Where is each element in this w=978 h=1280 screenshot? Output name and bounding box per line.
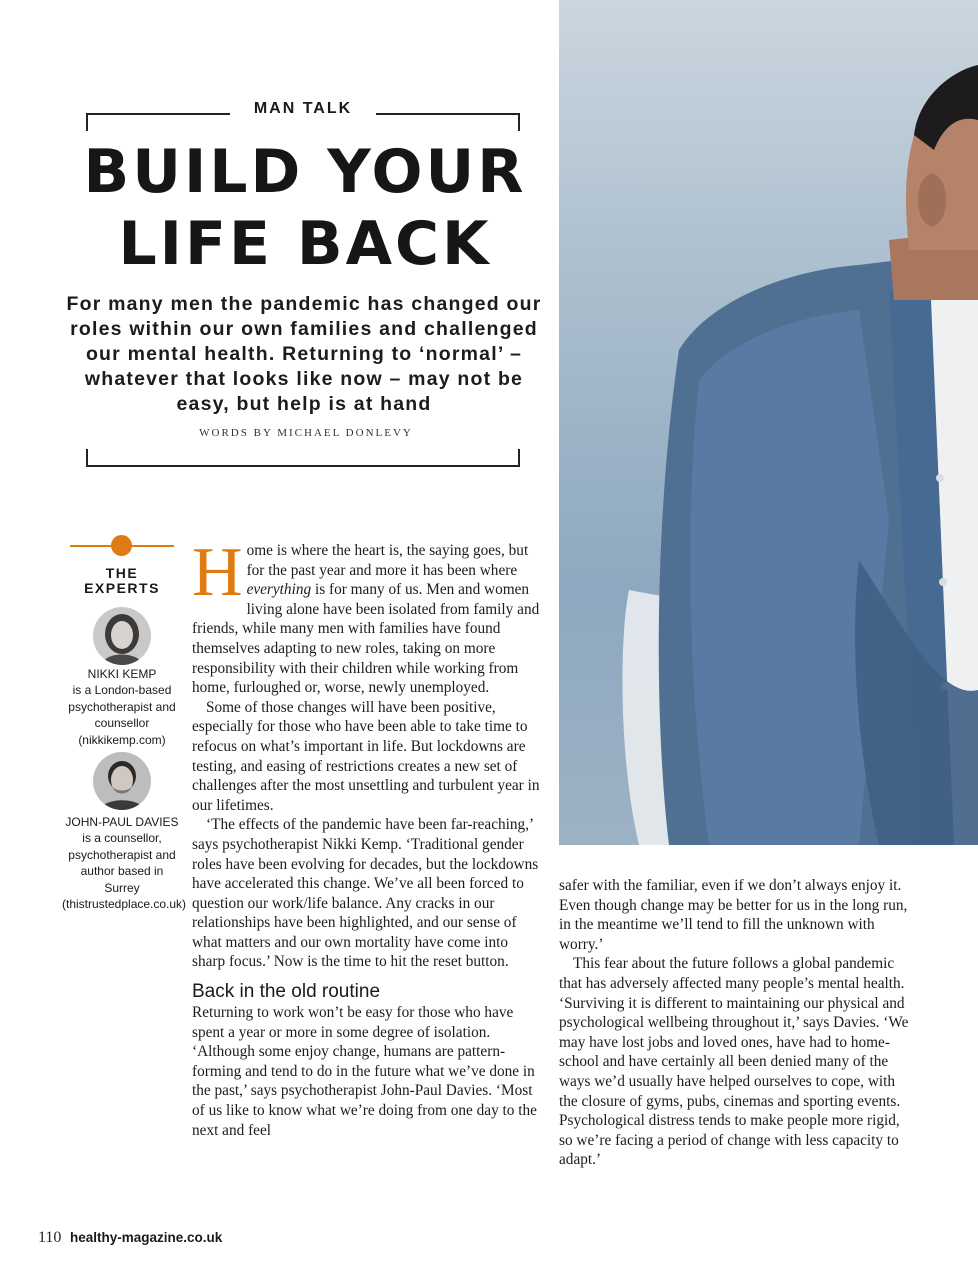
hero-photo [559, 0, 978, 845]
experts-dot-icon [111, 535, 132, 556]
expert-1-name: NIKKI KEMP [87, 667, 157, 681]
drop-cap: H [192, 534, 243, 611]
avatar-john-paul-davies [93, 752, 151, 810]
paragraph-1-emphasis: everything [246, 581, 312, 599]
header-frame-bottom [86, 449, 520, 467]
paragraph-5: safer with the familiar, even if we don’t always enjoy it. Even though change may be better for us in the long run, in the meantime we’ll tend to fill the unknown with worry.’ [559, 877, 908, 953]
article-column-2 [559, 876, 911, 1170]
paragraph-3: ‘The effects of the pandemic have been far-reaching,’ says psychotherapist Nikki Kemp. ‘Traditional gender roles have been evolving for decades, but the lockdowns have accelerated this change. We’ve all been forced to question our work/life balance. Any cracks in our relationships have been highlighted, and our sense of what matters and our own mortality have come into sharp focus.’ Now is the time to hit the reset button. [192, 816, 539, 971]
section-kicker: MAN TALK [230, 100, 376, 118]
expert-2-bio: is a counsellor, psychotherapist and author based in Surrey (thistrustedplace.co.uk) [62, 831, 187, 912]
expert-1-bio: is a London-based psychotherapist and counsellor (nikkikemp.com) [68, 683, 176, 747]
page-number: 110 [38, 1229, 62, 1246]
experts-title-line-1: THE [105, 565, 139, 581]
headline-line-1: BUILD YOUR [83, 137, 527, 207]
paragraph-4: Returning to work won’t be easy for those who have spent a year or more in some degree of isolation. ‘Although some enjoy change, humans are pattern-forming and tend to do in the future what we’ve done in the past,’ says psychotherapist John-Paul Davies. ‘Most of us like to know what we’re doing from one day to the next and feel [192, 1004, 537, 1139]
paragraph-1 [192, 534, 542, 698]
footer-site-url: healthy-magazine.co.uk [70, 1230, 223, 1245]
subheading: Back in the old routine [192, 981, 381, 1003]
expert-2-name: JOHN-PAUL DAVIES [65, 815, 179, 829]
experts-title [70, 566, 174, 596]
headline-line-2: LIFE BACK [118, 209, 492, 279]
paragraph-1-text-b: is for many of us. Men and women living alone have been isolated from family and friends, while many men with families have found themselves adapting to new roles, taking on more responsibility with their children while working from home, furloughed or, worse, newly unemployed. [192, 581, 540, 697]
paragraph-1-text-a: ome is where the heart is, the saying goes, but for the past year and more it has been where [246, 542, 529, 579]
byline: WORDS BY MICHAEL DONLEVY [199, 427, 413, 439]
headline [60, 136, 550, 280]
article-column-1 [192, 534, 542, 1140]
expert-1-text [62, 666, 182, 748]
standfirst: For many men the pandemic has changed our roles within our own families and challenged our mental health. Returning to ‘normal’ – whatever that looks like now – may not be easy, but help is at hand [66, 293, 542, 415]
avatar-nikki-kemp [93, 607, 151, 665]
paragraph-2: Some of those changes will have been positive, especially for those who have been able to take time to refocus on what’s important in life. But lockdowns are testing, and easing of restrictions creates a new set of challenges after the most unsettling and turbulent year in our lifetimes. [192, 698, 540, 814]
experts-title-line-2: EXPERTS [84, 580, 160, 596]
paragraph-6: This fear about the future follows a global pandemic that has adversely affected many people’s mental health. ‘Surviving it is different to maintaining our physical and psychological wellbeing throughout it,’ says Davies. ‘We may have lost jobs and loved ones, have had to home-school and have certainly all been denied many of the ways we’d usually have helped ourselves to cope, with the closure of gyms, pubs, cinemas and sporting events. Psychological distress tends to make people more rigid, so we’re facing a period of change with less capacity to adapt.’ [559, 955, 909, 1169]
expert-2-text [62, 814, 187, 912]
